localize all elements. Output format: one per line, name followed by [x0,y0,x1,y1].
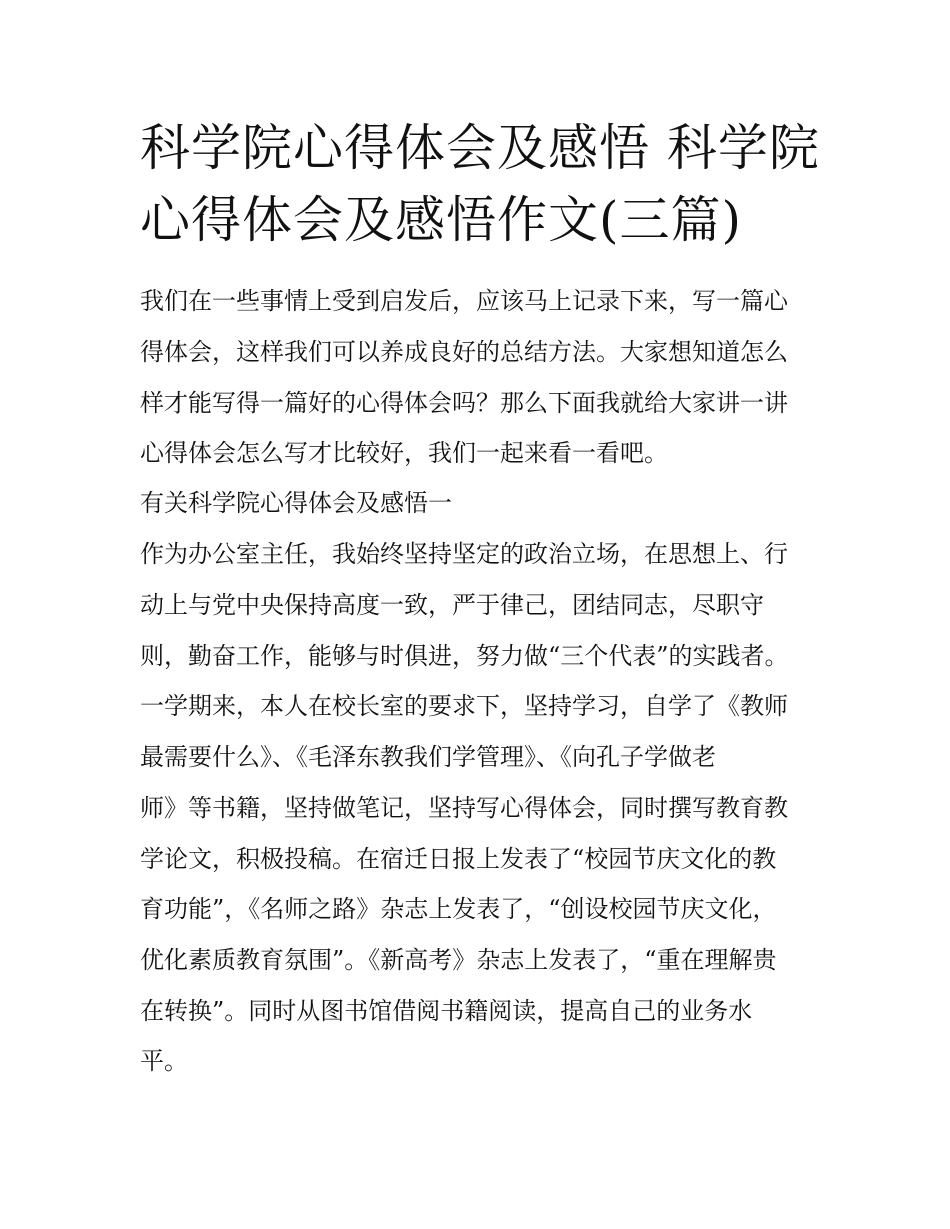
intro-line-4: 心得体会怎么写才比较好，我们一起来看一看吧。 [140,439,668,467]
body-line-9: 优化素质教育氛围”。《新高考》杂志上发表了，“重在理解贵 [140,946,777,974]
body-line-7: 学论文，积极投稿。在宿迁日报上发表了“校园节庆文化的教 [140,845,777,873]
body-line-5: 最需要什么》、《毛泽东教我们学管理》、《向孔子学做老 [140,743,716,771]
body-line-4: 一学期来，本人在校长室的要求下，坚持学习，自学了《教师 [140,692,788,720]
body-line-10: 在转换”。同时从图书馆借阅书籍阅读，提高自己的业务水 [140,997,753,1025]
body-line-6: 师》等书籍，坚持做笔记，坚持写心得体会，同时撰写教育教 [140,794,788,822]
body-line-3: 则，勤奋工作，能够与时俱进，努力做“三个代表”的实践者。 [140,642,789,670]
title-line-1: 科学院心得体会及感悟 科学院 [140,119,820,177]
intro-line-3: 样才能写得一篇好的心得体会吗？那么下面我就给大家讲一讲 [140,389,788,417]
section-heading: 有关科学院心得体会及感悟一 [140,489,452,517]
document-title [140,112,820,256]
body-line-1: 作为办公室主任，我始终坚持坚定的政治立场，在思想上、行 [140,540,788,568]
body-line-2: 动上与党中央保持高度一致，严于律己，团结同志，尽职守 [140,591,764,619]
intro-line-2: 得体会，这样我们可以养成良好的总结方法。大家想知道怎么 [140,338,788,366]
body-line-8: 育功能”，《名师之路》杂志上发表了，“创设校园节庆文化， [140,895,777,923]
body-line-11: 平。 [140,1047,188,1075]
intro-line-1: 我们在一些事情上受到启发后，应该马上记录下来，写一篇心 [140,287,788,315]
title-line-2: 心得体会及感悟作文(三篇) [140,191,743,249]
